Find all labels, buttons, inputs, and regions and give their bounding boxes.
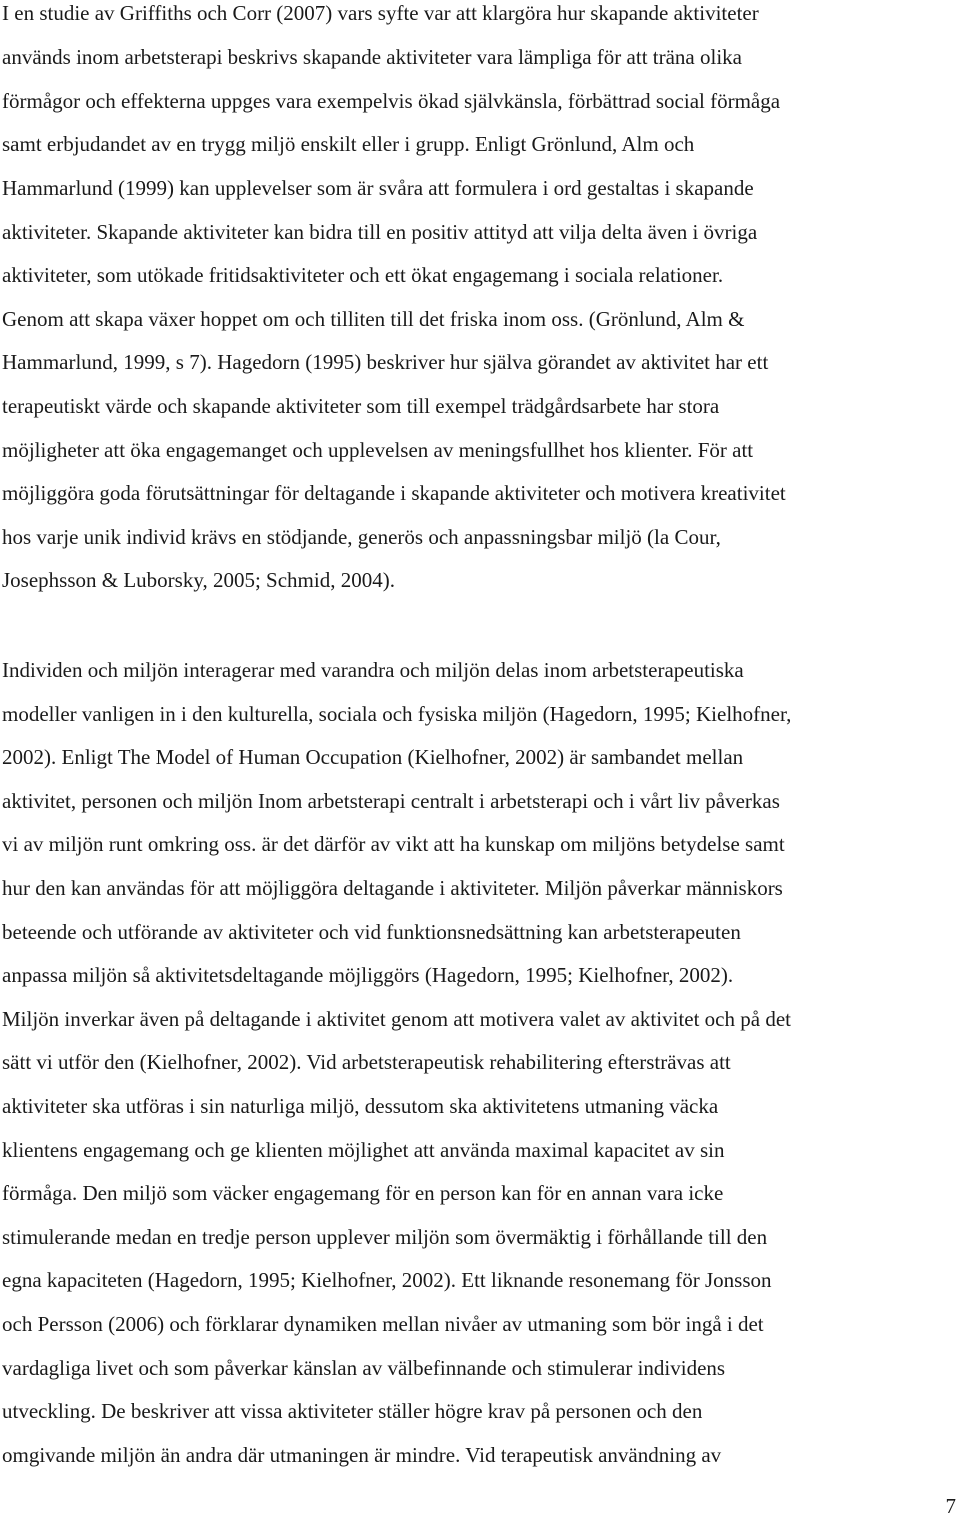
text-line: aktivitet, personen och miljön Inom arbetsterapi centralt i arbetsterapi och i vårt liv påverkas — [2, 789, 780, 813]
text-line: stimulerande medan en tredje person upplever miljön som övermäktig i förhållande till den — [2, 1225, 768, 1249]
text-line: aktiviteter ska utföras i sin naturliga miljö, dessutom ska aktivitetens utmaning väcka — [2, 1094, 719, 1118]
text-line: omgivande miljön än andra där utmaningen är mindre. Vid terapeutisk användning av — [2, 1443, 722, 1467]
text-line: Individen och miljön interagerar med varandra och miljön delas inom arbetsterapeutiska — [2, 658, 744, 682]
text-line: aktiviteter, som utökade fritidsaktiviteter och ett ökat engagemang i sociala relationer. — [2, 263, 724, 287]
text-line: sätt vi utför den (Kielhofner, 2002). Vid arbetsterapeutisk rehabilitering eftersträvas att — [2, 1050, 731, 1074]
text-line: klientens engagemang och ge klienten möjlighet att använda maximal kapacitet av sin — [2, 1138, 725, 1162]
text-line: hur den kan användas för att möjliggöra deltagande i aktiviteter. Miljön påverkar människors — [2, 876, 783, 900]
text-line: vi av miljön runt omkring oss. är det därför av vikt att ha kunskap om miljöns betydelse samt — [2, 832, 785, 856]
text-line: möjligheter att öka engagemanget och upplevelsen av meningsfullhet hos klienter. För att — [2, 438, 754, 462]
text-line: används inom arbetsterapi beskrivs skapande aktiviteter vara lämpliga för att träna olika — [2, 45, 742, 69]
text-line: vardagliga livet och som påverkar känslan av välbefinnande och stimulerar individens — [2, 1356, 726, 1380]
text-line: Miljön inverkar även på deltagande i aktivitet genom att motivera valet av aktivitet och på det — [2, 1007, 791, 1031]
text-line: Genom att skapa växer hoppet om och tilliten till det friska inom oss. (Grönlund, Alm & — [2, 307, 745, 331]
text-line: och Persson (2006) och förklarar dynamiken mellan nivåer av utmaning som bör ingå i det — [2, 1312, 764, 1336]
text-line: anpassa miljön så aktivitetsdeltagande möjliggörs (Hagedorn, 1995; Kielhofner, 2002). — [2, 963, 734, 987]
text-line: I en studie av Griffiths och Corr (2007) vars syfte var att klargöra hur skapande aktiviteter — [2, 1, 759, 25]
text-line: Hammarlund (1999) kan upplevelser som är svåra att formulera i ord gestaltas i skapande — [2, 176, 754, 200]
text-line: samt erbjudandet av en trygg miljö enskilt eller i grupp. Enligt Grönlund, Alm och — [2, 132, 695, 156]
text-line: utveckling. De beskriver att vissa aktiviteter ställer högre krav på personen och den — [2, 1399, 703, 1423]
text-line: modeller vanligen in i den kulturella, sociala och fysiska miljön (Hagedorn, 1995; Kielhofner, — [2, 702, 792, 726]
text-line: egna kapaciteten (Hagedorn, 1995; Kielhofner, 2002). Ett liknande resonemang för Jonsson — [2, 1268, 772, 1292]
text-line: Josephsson & Luborsky, 2005; Schmid, 2004). — [2, 568, 395, 592]
text-line: förmåga. Den miljö som väcker engagemang för en person kan för en annan vara icke — [2, 1181, 724, 1205]
text-line: möjliggöra goda förutsättningar för deltagande i skapande aktiviteter och motivera kreativitet — [2, 481, 786, 505]
text-line: beteende och utförande av aktiviteter och vid funktionsnedsättning kan arbetsterapeuten — [2, 920, 741, 944]
text-line: Hammarlund, 1999, s 7). Hagedorn (1995) beskriver hur själva görandet av aktivitet har ett — [2, 350, 769, 374]
page-number: 7 — [945, 1494, 956, 1518]
text-line: 2002). Enligt The Model of Human Occupation (Kielhofner, 2002) är sambandet mellan — [2, 745, 744, 769]
text-line: hos varje unik individ krävs en stödjande, generös och anpassningsbar miljö (la Cour, — [2, 525, 721, 549]
text-line: förmågor och effekterna uppges vara exempelvis ökad självkänsla, förbättrad social förmåga — [2, 89, 781, 113]
text-line: terapeutiskt värde och skapande aktiviteter som till exempel trädgårdsarbete har stora — [2, 394, 720, 418]
text-line: aktiviteter. Skapande aktiviteter kan bidra till en positiv attityd att vilja delta även i övriga — [2, 220, 758, 244]
